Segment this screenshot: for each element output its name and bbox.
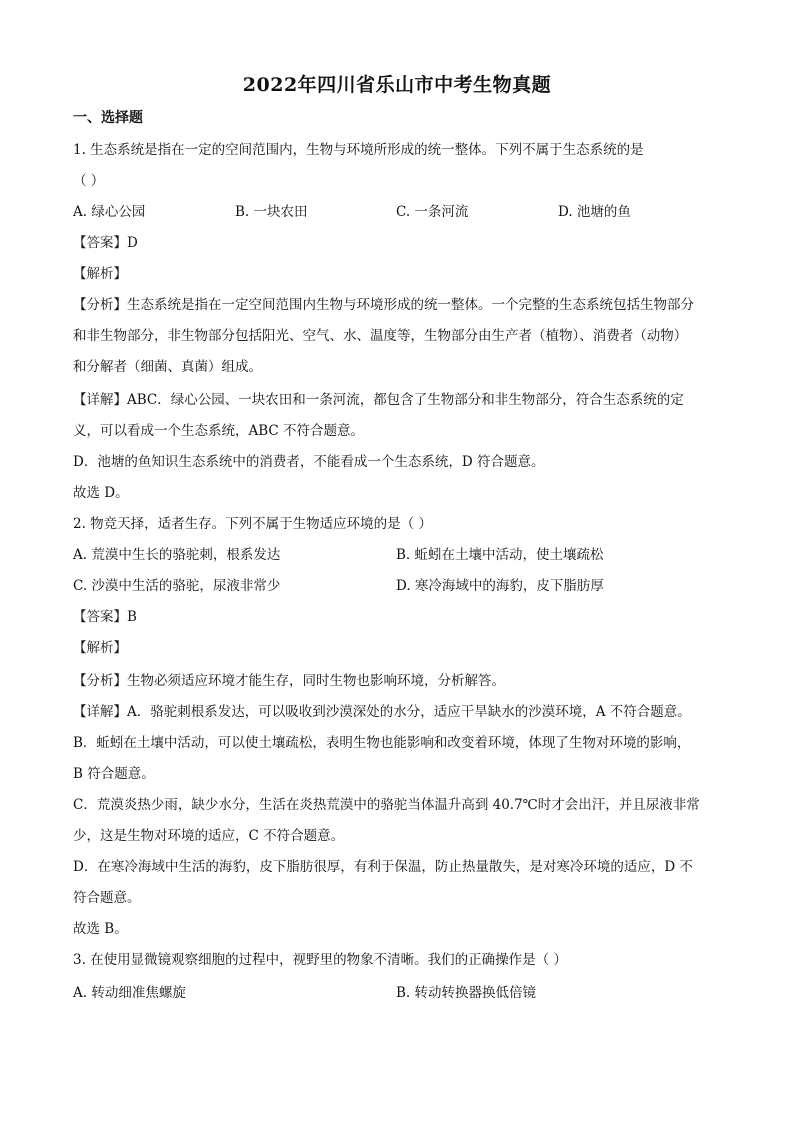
q1-option-b: B. 一块农田 bbox=[235, 204, 308, 220]
q1-fenxi-line3: 和分解者（细菌、真菌）组成。 bbox=[73, 359, 262, 375]
q2-answer: 【答案】B bbox=[73, 609, 137, 625]
q1-fenxi-line2: 和非生物部分，非生物部分包括阳光、空气、水、温度等，生物部分由生产者（植物）、消费者（动物） bbox=[73, 328, 688, 344]
q2-stem: 2. 物竞天择，适者生存。下列不属于生物适应环境的是（ ） bbox=[73, 516, 432, 532]
q2-xiangjie-line1: 【详解】A．骆驼刺根系发达，可以吸收到沙漠深处的水分，适应干旱缺水的沙漠环境，A 不符合题意。 bbox=[73, 704, 691, 720]
q1-analysis-label: 【解析】 bbox=[73, 266, 127, 282]
q2-xiangjie-line3: B 符合题意。 bbox=[73, 766, 155, 782]
q1-stem-line2: （ ） bbox=[73, 173, 105, 189]
q1-option-d: D. 池塘的鱼 bbox=[558, 204, 631, 220]
q3-option-a: A. 转动细准焦螺旋 bbox=[73, 985, 186, 1001]
q2-xiangjie-line2: B．蚯蚓在土壤中活动，可以使土壤疏松，表明生物也能影响和改变着环境，体现了生物对环境的影响， bbox=[73, 735, 691, 751]
q2-conclusion: 故选 B。 bbox=[73, 921, 128, 937]
q1-xiangjie-line2: 义，可以看成一个生态系统，ABC 不符合题意。 bbox=[73, 423, 365, 439]
section-heading: 一、选择题 bbox=[73, 110, 143, 126]
q1-fenxi-line1: 【分析】生态系统是指在一定空间范围内生物与环境形成的统一整体。一个完整的生态系统包括生物部分 bbox=[73, 297, 694, 313]
q2-xiangjie-line7: 符合题意。 bbox=[73, 890, 141, 906]
q2-xiangjie-line6: D．在寒冷海域中生活的海豹，皮下脂肪很厚，有利于保温，防止热量散失，是对寒冷环境的适应，D 不 bbox=[73, 859, 693, 875]
q3-stem: 3. 在使用显微镜观察细胞的过程中，视野里的物象不清晰。我们的正确操作是（ ） bbox=[73, 952, 567, 968]
q2-option-c: C. 沙漠中生活的骆驼，尿液非常少 bbox=[73, 578, 281, 594]
q2-xiangjie-line4: C．荒漠炎热少雨，缺少水分，生活在炎热荒漠中的骆驼当体温升高到 40.7℃时才会出汗，并且尿液非常 bbox=[73, 797, 700, 813]
q1-answer: 【答案】D bbox=[73, 235, 138, 251]
q1-option-a: A. 绿心公园 bbox=[73, 204, 146, 220]
q1-conclusion: 故选 D。 bbox=[73, 485, 129, 501]
page-title: 2022年四川省乐山市中考生物真题 bbox=[242, 74, 552, 96]
q2-xiangjie-line5: 少，这是生物对环境的适应，C 不符合题意。 bbox=[73, 828, 345, 844]
q3-option-b: B. 转动转换器换低倍镜 bbox=[396, 985, 537, 1001]
q2-option-d: D. 寒冷海域中的海豹，皮下脂肪厚 bbox=[396, 578, 604, 594]
q2-analysis-label: 【解析】 bbox=[73, 640, 127, 656]
q1-xiangjie-line1: 【详解】ABC．绿心公园、一块农田和一条河流，都包含了生物部分和非生物部分，符合生态系统的定 bbox=[73, 392, 684, 408]
q1-stem-line1: 1. 生态系统是指在一定的空间范围内，生物与环境所形成的统一整体。下列不属于生态系统的是 bbox=[73, 142, 644, 158]
q1-xiangjie-line3: D．池塘的鱼知识生态系统中的消费者，不能看成一个生态系统，D 符合题意。 bbox=[73, 454, 545, 470]
q2-option-b: B. 蚯蚓在土壤中活动，使土壤疏松 bbox=[396, 547, 604, 563]
q2-option-a: A. 荒漠中生长的骆驼刺，根系发达 bbox=[73, 547, 281, 563]
q1-option-c: C. 一条河流 bbox=[396, 204, 469, 220]
q2-fenxi: 【分析】生物必须适应环境才能生存，同时生物也影响环境，分析解答。 bbox=[73, 673, 505, 689]
